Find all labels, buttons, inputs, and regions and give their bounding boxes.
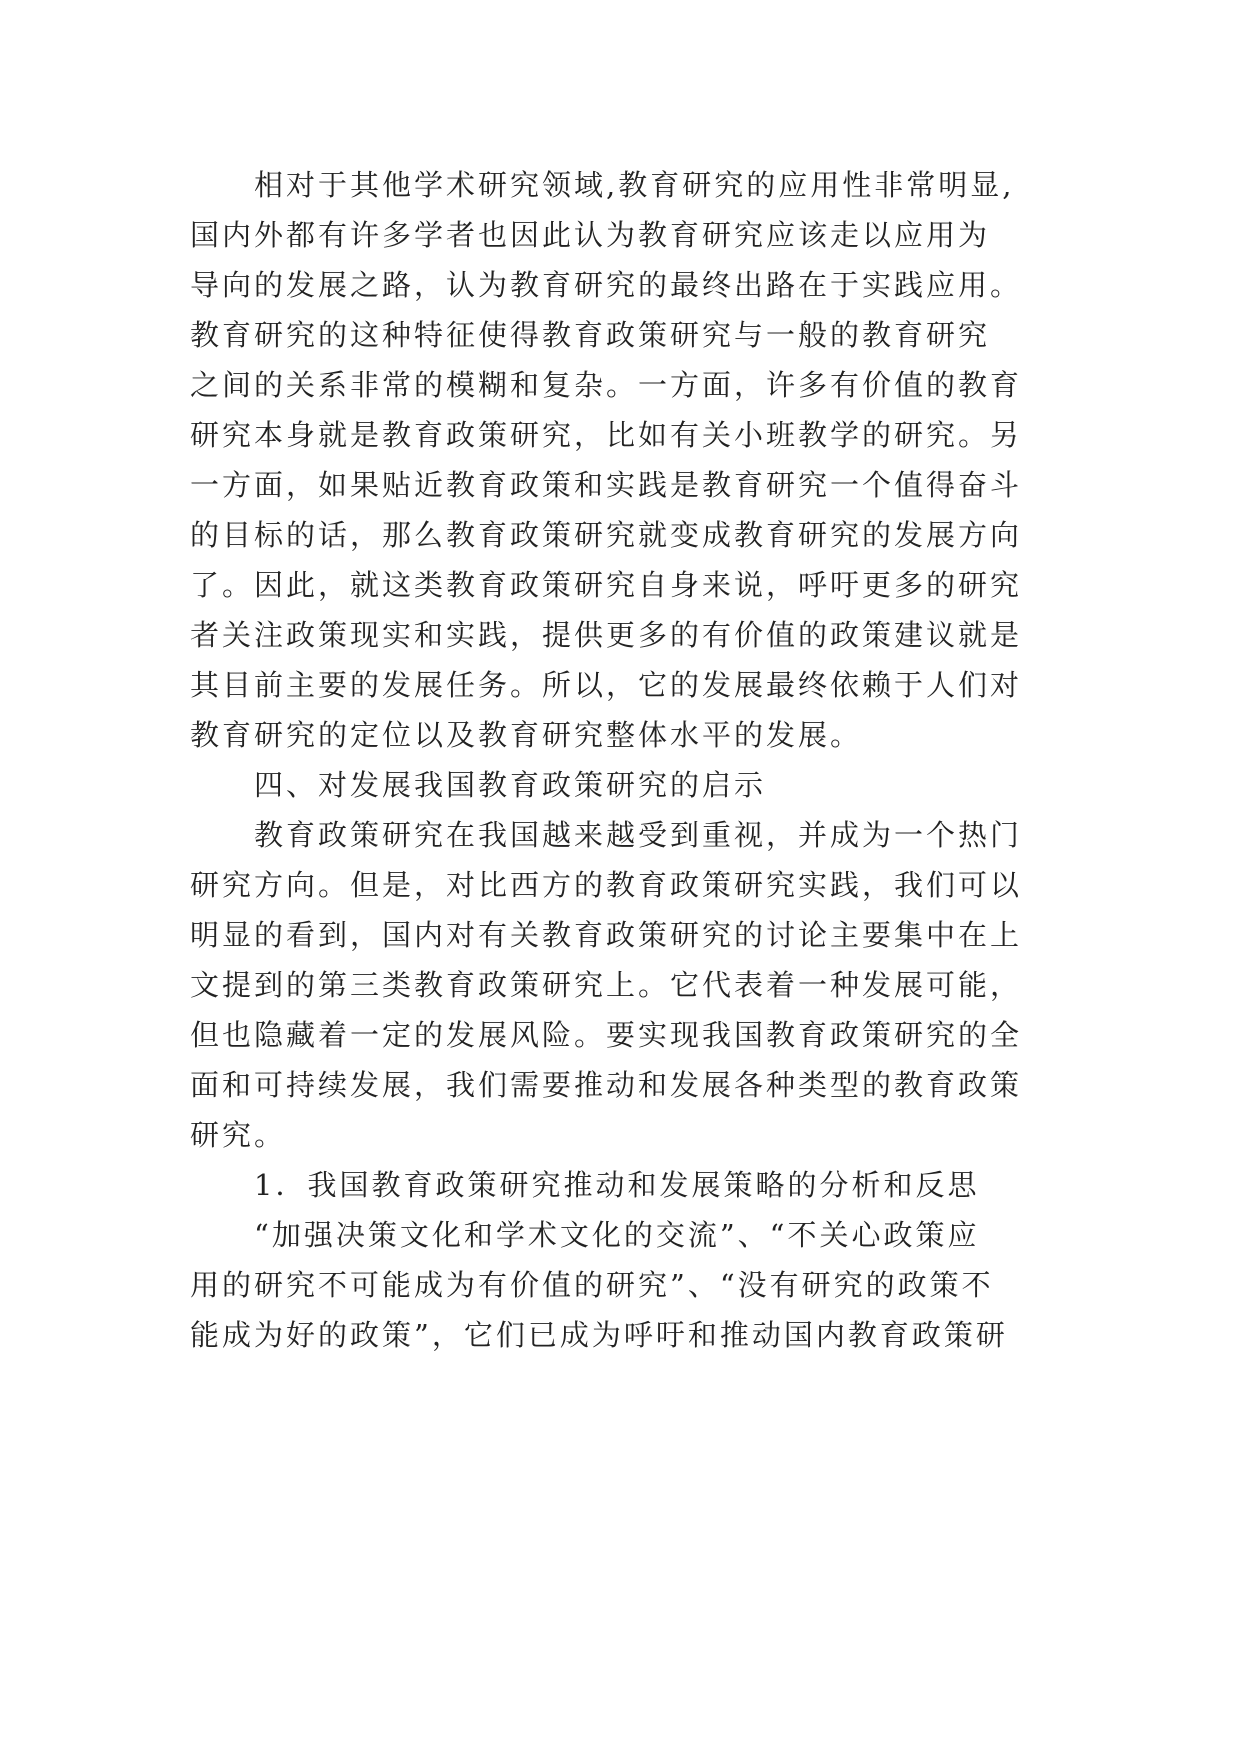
paragraph-line: 其目前主要的发展任务。所以，它的发展最终依赖于人们对 <box>190 668 1023 702</box>
paragraph-line: 研究本身就是教育政策研究，比如有关小班教学的研究。另 <box>190 418 1023 452</box>
paragraph-line: 教育研究的定位以及教育研究整体水平的发展。 <box>190 718 863 752</box>
paragraph-line: 但也隐藏着一定的发展风险。要实现我国教育政策研究的全 <box>190 1018 1023 1052</box>
paragraph-line: 国内外都有许多学者也因此认为教育研究应该走以应用为 <box>190 218 991 252</box>
subsection-heading: 1．我国教育政策研究推动和发展策略的分析和反思 <box>254 1168 980 1202</box>
paragraph-line: 研究。 <box>190 1118 287 1152</box>
paragraph-line: 的目标的话，那么教育政策研究就变成教育研究的发展方向 <box>190 518 1023 552</box>
paragraph-line: 相对于其他学术研究领域,教育研究的应用性非常明显, <box>254 168 1015 202</box>
paragraph-line: 能成为好的政策”，它们已成为呼吁和推动国内教育政策研 <box>190 1318 1008 1352</box>
paragraph-line: 了。因此，就这类教育政策研究自身来说，呼吁更多的研究 <box>190 568 1023 602</box>
document-body <box>190 160 1090 1360</box>
paragraph-line: 导向的发展之路，认为教育研究的最终出路在于实践应用。 <box>190 268 1023 302</box>
paragraph-line: 研究方向。但是，对比西方的教育政策研究实践，我们可以 <box>190 868 1023 902</box>
paragraph-line: 者关注政策现实和实践，提供更多的有价值的政策建议就是 <box>190 618 1023 652</box>
paragraph-line: 面和可持续发展，我们需要推动和发展各种类型的教育政策 <box>190 1068 1023 1102</box>
paragraph-line: 用的研究不可能成为有价值的研究”、“没有研究的政策不 <box>190 1268 994 1302</box>
paragraph-line: 教育政策研究在我国越来越受到重视，并成为一个热门 <box>254 818 1023 852</box>
paragraph-line: “加强决策文化和学术文化的交流”、“不关心政策应 <box>254 1218 980 1252</box>
paragraph-line: 之间的关系非常的模糊和复杂。一方面，许多有价值的教育 <box>190 368 1023 402</box>
paragraph-line: 一方面，如果贴近教育政策和实践是教育研究一个值得奋斗 <box>190 468 1023 502</box>
paragraph-line: 教育研究的这种特征使得教育政策研究与一般的教育研究 <box>190 318 991 352</box>
paragraph-line: 明显的看到，国内对有关教育政策研究的讨论主要集中在上 <box>190 918 1023 952</box>
paragraph-line: 文提到的第三类教育政策研究上。它代表着一种发展可能， <box>190 968 1023 1002</box>
section-heading: 四、对发展我国教育政策研究的启示 <box>254 768 767 802</box>
